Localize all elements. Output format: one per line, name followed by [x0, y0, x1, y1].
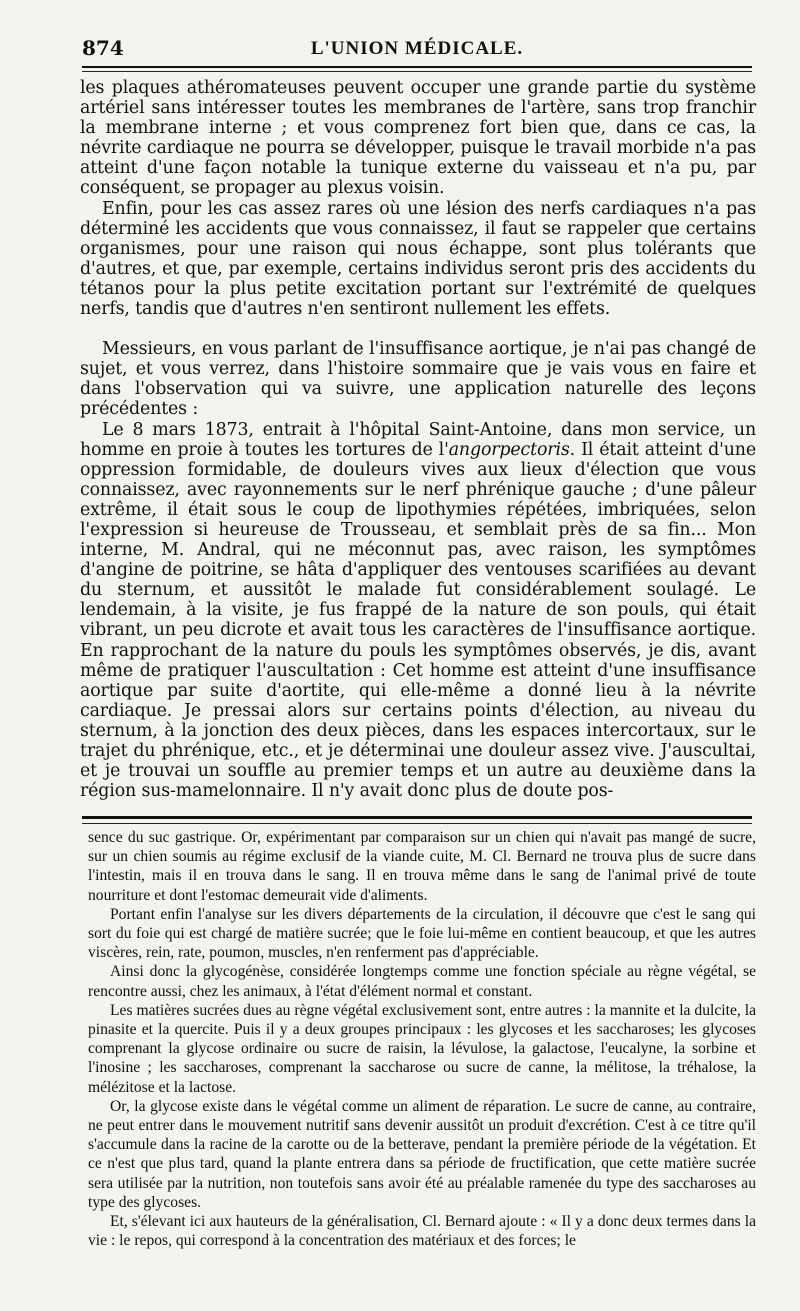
case-report-paragraph [80, 420, 756, 802]
case-rest: . Il était atteint d'une oppression formidable, de douleurs vives aux lieux d'élection que vous connaissez, avec rayonnements sur le nerf phrénique gauche ; d'une pâleur extrême, il était sous le coup de lipothymies répétées, imbriquées, selon l'expression si heureuse de Trousseau, et semblait près de sa fin... Mon interne, M. Andral, qui ne méconnut pas, avec raison, les symptômes d'angine de poitrine, se hâta d'appliquer des ventouses scarifiées au devant du sternum, et aussitôt le malade fut considérablement soulagé. Le lendemain, à la visite, je fus frappé de la nature de son pouls, qui était vibrant, un peu dicrote et avait tous les caractères de l'insuffisance aortique. En rapprochant de la nature du pouls les symptômes observés, je dis, avant même de pratiquer l'auscultation : Cet homme est atteint d'une insuffisance aortique par suite d'aortite, qui elle-même a donné lieu à la névrite cardiaque. Je pressai alors sur certains points d'élection, au niveau du sternum, à la jonction des deux pièces, dans les espaces intercortaux, sur le trajet du phrénique, etc., et je déterminai une douleur assez vive. J'auscultai, et je trouvai un souffle au premier temps et un autre au deuxième dans la région sus-mamelonnaire. Il n'y avait donc plus de doute pos- [80, 439, 756, 802]
feuilleton-rule [82, 816, 752, 819]
feuilleton-paragraph: Les matières sucrées dues au règne végétal exclusivement sont, entre autres : la mannite et la dulcite, la pinasite et la quercite. Puis il y a deux groupes principaux : les glycoses et les saccharoses; les glycoses comprenant la glycose ordinaire ou sucre de raisin, la lévulose, la galactose, l'eucalyne, la sorbine et l'inosine ; les saccharoses, comprenant la saccharose ou sucre de canne, la mélitose, la tréhalose, la mélézitose et la lactose. [88, 1001, 756, 1096]
feuilleton-paragraph: Et, s'élevant ici aux hauteurs de la généralisation, Cl. Bernard ajoute : « Il y a donc deux termes dans la vie : le repos, qui correspond à la concentration des matériaux et des forces; le [88, 1213, 756, 1250]
feuilleton-paragraph: Portant enfin l'analyse sur les divers départements de la circulation, il découvre que c'est le sang qui sort du foie qui est chargé de matière sucrée; que le foie lui-même en contient beaucoup, et que les autres viscères, rein, rate, poumon, muscles, n'en renferment pas d'appréciable. [88, 905, 756, 962]
header-rule-thin [82, 71, 752, 72]
feuilleton-paragraph: sence du suc gastrique. Or, expérimentant par comparaison sur un chien qui n'avait pas mangé de sucre, sur un chien soumis au régime exclusif de la viande cuite, M. Cl. Bernard ne trouva plus de sucre dans l'intestin, mais il en trouva dans le sang. Il en trouva même dans le sang de l'animal privé de toute nourriture et dont l'estomac demeurait vide d'aliments. [88, 829, 756, 904]
case-intro: Le 8 mars 1873, entrait à l'hôpital Saint-Antoine, dans mon service, un homme en proie à toutes les tortures de l' [80, 419, 756, 460]
feuilleton-body [88, 828, 756, 1250]
article-paragraph: Enfin, pour les cas assez rares où une lésion des nerfs cardiaques n'a pas déterminé les accidents que vous connaissez, il faut se rappeler que certains organismes, pour une raison qui nous échappe, sont plus tolérants que d'autres, et que, par exemple, certains individus seront pris des accidents du tétanos pour la plus petite excitation portant sur l'extrémité de quelques nerfs, tandis que d'autres n'en sentiront nullement les effets. [80, 198, 756, 320]
case-term: angorpectoris [448, 439, 570, 460]
page-number: 874 [82, 36, 124, 60]
feuilleton-paragraph: Ainsi donc la glycogénèse, considérée longtemps comme une fonction spéciale au règne végétal, se rencontre aussi, chez les animaux, à l'état d'élément normal et constant. [88, 963, 756, 1000]
page-header [82, 30, 752, 64]
article-paragraph: les plaques athéromateuses peuvent occuper une grande partie du système artériel sans intéresser toutes les membranes de l'artère, sans trop franchir la membrane interne ; et vous comprenez fort bien que, dans ce cas, la névrite cardiaque ne pourra se développer, puisque le travail morbide n'a pas atteint d'une façon notable la tunique externe du vaisseau et n'a pu, par conséquent, se propager au plexus voisin. [80, 78, 756, 199]
article-body [80, 78, 756, 801]
feuilleton-paragraph: Or, la glycose existe dans le végétal comme un aliment de réparation. Le sucre de canne, au contraire, ne peut entrer dans le mouvement nutritif sans devenir aussitôt un produit d'excrétion. C'est à ce titre qu'il s'accumule dans la racine de la carotte ou de la betterave, pendant la première période de la végétation. Et ce n'est que plus tard, quand la plante entrera dans sa période de fructification, que cette matière sucrée sera utilisée par la nutrition, non toutefois sans avoir été au préalable ramenée du type des saccharoses au type des glycoses. [88, 1097, 756, 1211]
article-paragraph: Messieurs, en vous parlant de l'insuffisance aortique, je n'ai pas changé de sujet, et vous verrez, dans l'histoire sommaire que je vais vous en faire et dans l'observation qui va suivre, une application naturelle des leçons précédentes : [80, 339, 756, 420]
header-rule [82, 66, 752, 68]
running-title: L'UNION MÉDICALE. [310, 38, 524, 59]
feuilleton-rule-thin [82, 823, 752, 824]
